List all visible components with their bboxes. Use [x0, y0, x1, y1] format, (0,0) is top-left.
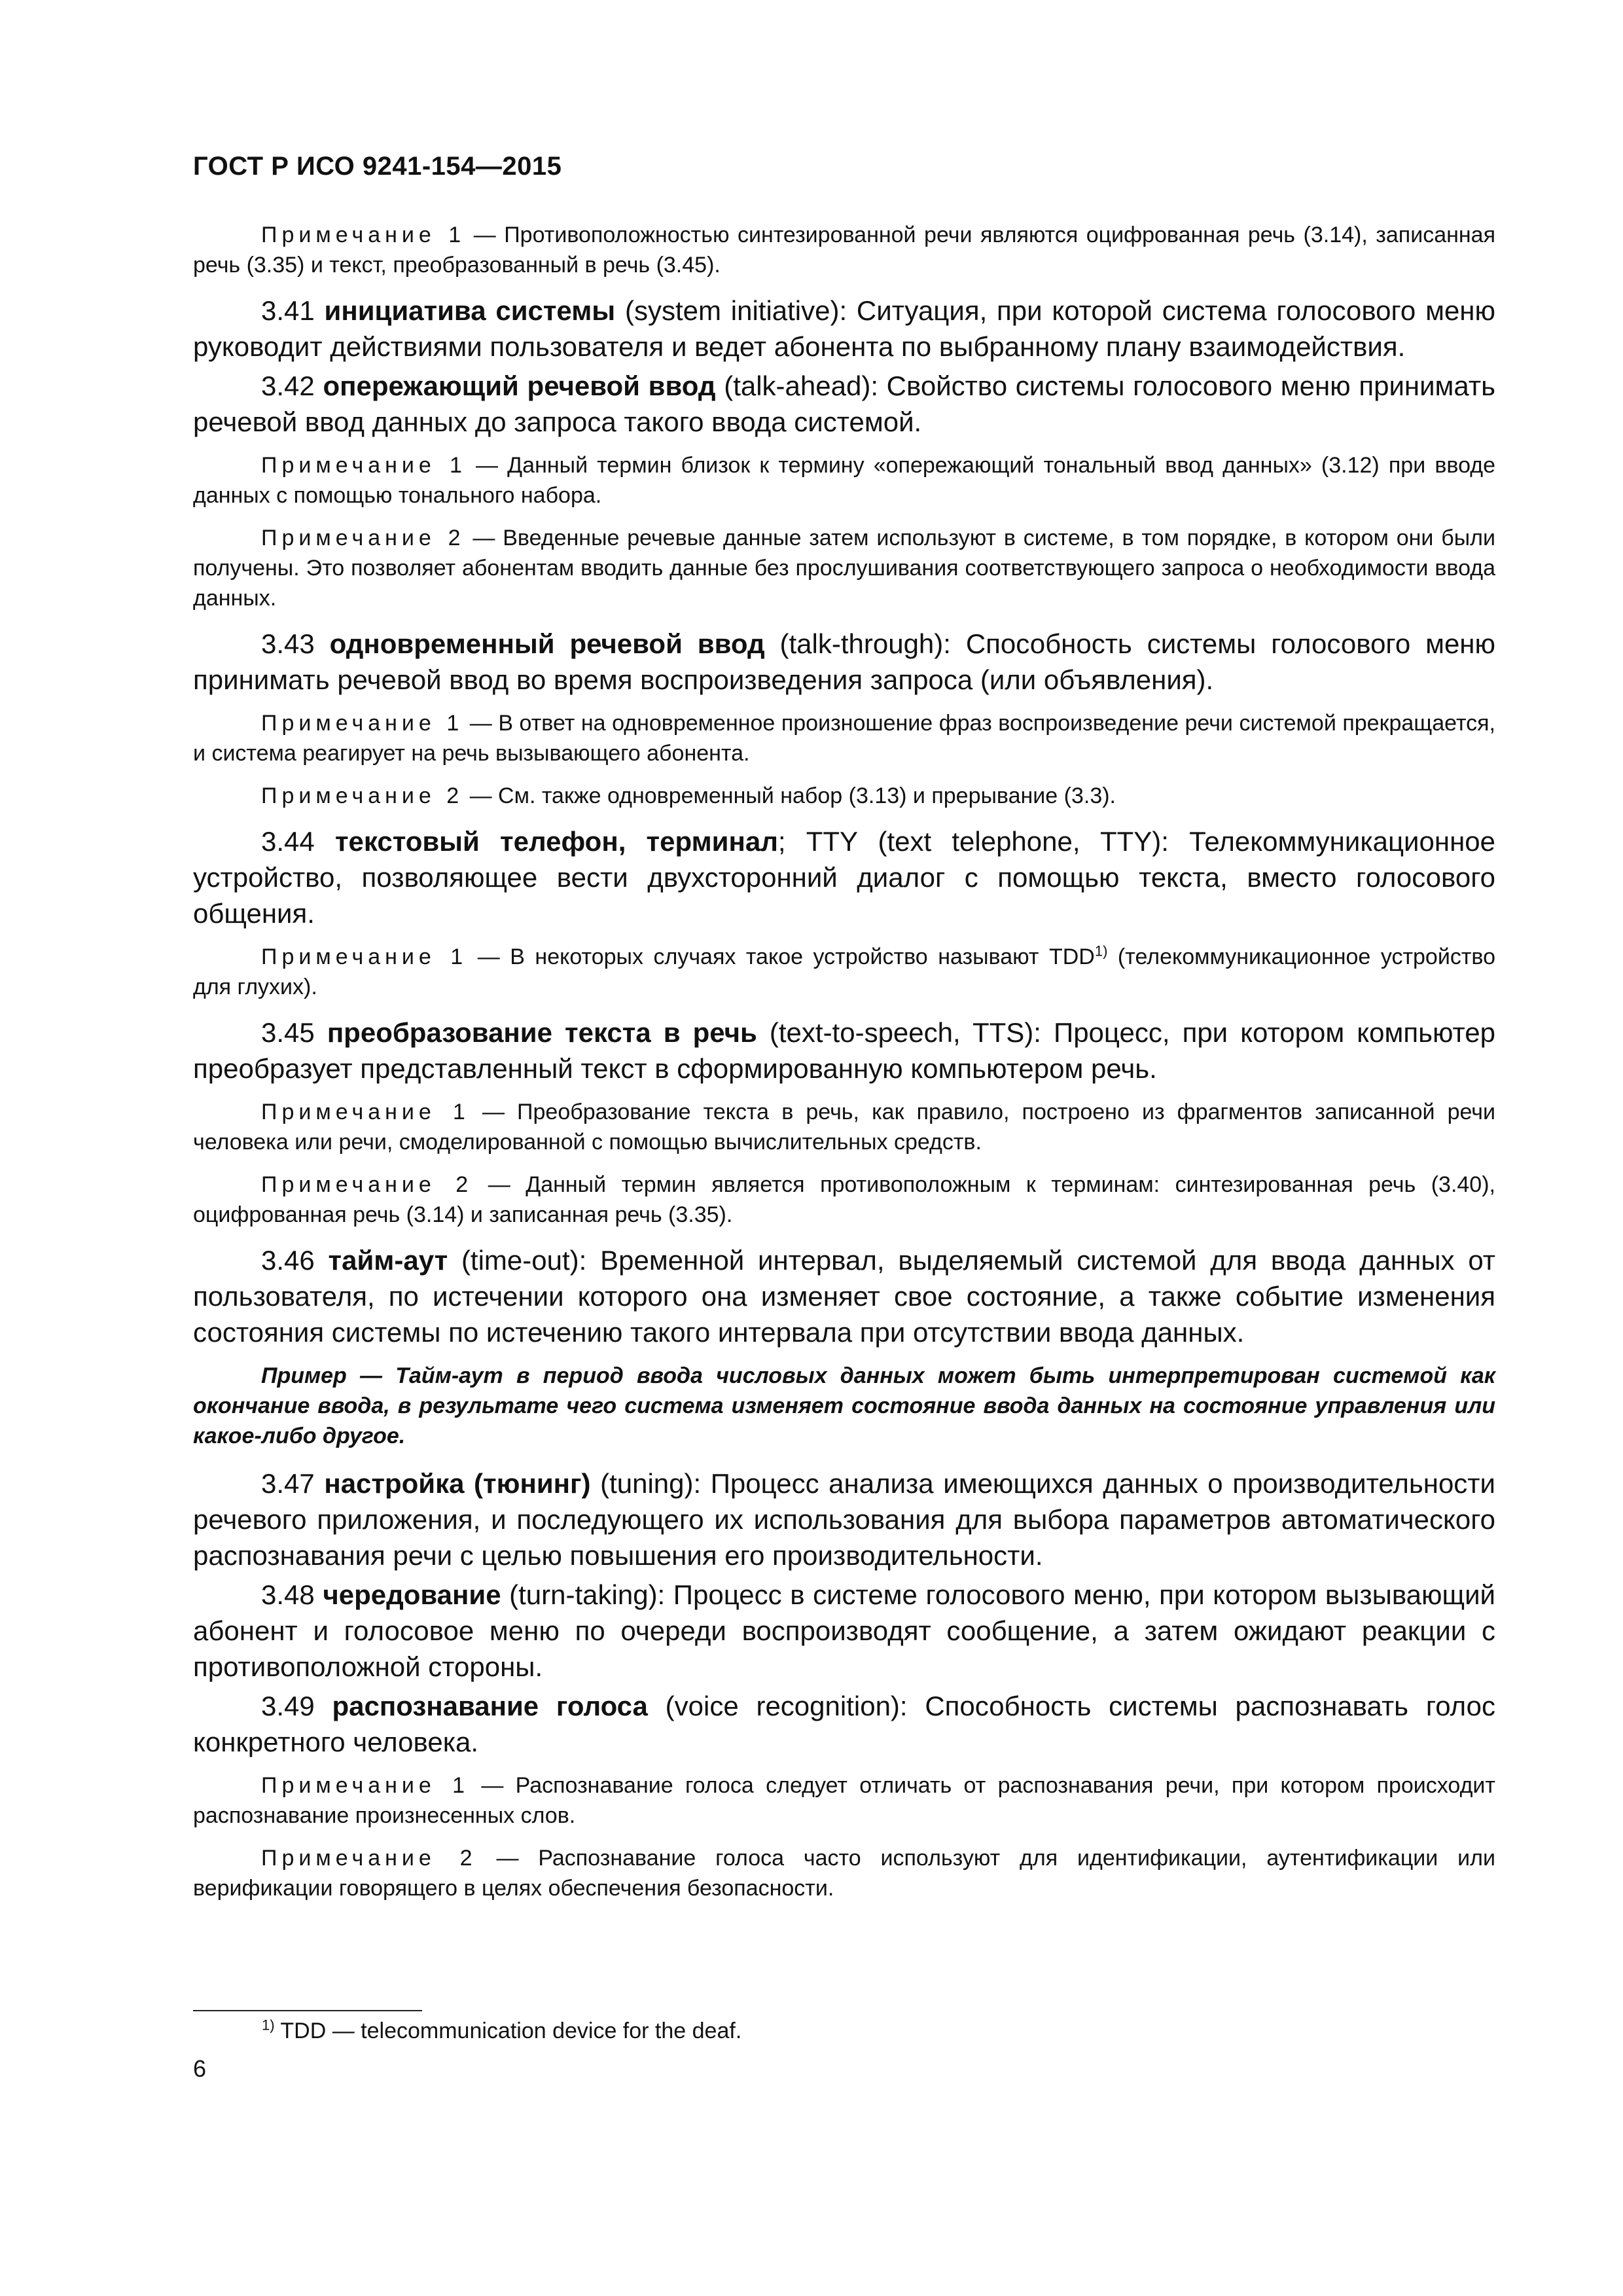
entry-definition: (talk-ahead): Свойство системы голосового меню принимать речевой ввод данных до запроса такого ввода системой. — [193, 370, 1495, 437]
entry-number: 3.41 — [261, 295, 325, 326]
page-number: 6 — [193, 2055, 207, 2082]
note-3-42-2 — [193, 523, 1495, 613]
note-label: Примечание 1 — [261, 453, 467, 478]
entry-term: настройка (тюнинг) — [324, 1468, 591, 1499]
note-3-49-2 — [193, 1843, 1495, 1903]
note-text: — Данный термин близок к термину «опережающий тональный ввод данных» (3.12) при вводе данных с помощью тонального набора. — [193, 453, 1496, 508]
note-text: — В некоторых случаях такое устройство называют TDD — [467, 944, 1095, 969]
entry-number: 3.48 — [261, 1579, 323, 1610]
entry-term: опережающий речевой ввод — [323, 370, 716, 401]
note-3-43-2 — [193, 781, 1495, 811]
note-text: — Распознавание голоса часто используют для идентификации, аутентификации или верификации говорящего в целях обеспечения безопасности. — [193, 1846, 1495, 1901]
entry-3-46 — [193, 1242, 1495, 1350]
note-3-45-1 — [193, 1097, 1495, 1157]
note-text: — См. также одновременный набор (3.13) и прерывание (3.3). — [463, 783, 1116, 808]
note-3-40-1 — [193, 220, 1495, 280]
entry-term: чередование — [323, 1579, 501, 1610]
footnote-text: TDD — telecommunication device for the deaf. — [274, 2018, 742, 2043]
entry-3-48 — [193, 1577, 1495, 1685]
footnote-separator — [193, 2010, 422, 2011]
entry-number: 3.47 — [261, 1468, 325, 1499]
example-3-46: Пример — Тайм-аут в период ввода числовых данных может быть интерпретирован системой как окончание ввода, в результате чего система изменяет состояние ввода данных на состояние управления или какое-либо другое. — [193, 1363, 1495, 1448]
note-label: Примечание 1 — [261, 711, 464, 736]
entry-definition: (time-out): Временной интервал, выделяемый системой для ввода данных от пользователя, по истечении которого она изменяет свое состояние, а также событие изменения состояния системы по истечению такого интервала при отсутствии ввода данных. — [193, 1245, 1495, 1348]
note-3-45-2 — [193, 1170, 1495, 1230]
note-text: — Данный термин является противоположным к терминам: синтезированная речь (3.40), оцифрованная речь (3.14) и записанная речь (3.35). — [193, 1172, 1495, 1227]
entry-term: преобразование текста в речь — [327, 1017, 757, 1048]
note-label: Примечание 1 — [261, 1773, 470, 1798]
note-text: — В ответ на одновременное произношение фраз воспроизведение речи системой прекращается, и система реагирует на речь вызывающего абонента. — [193, 711, 1495, 766]
note-3-44-1 — [193, 942, 1495, 1002]
entry-definition: (turn-taking): Процесс в системе голосового меню, при котором вызывающий абонент и голосовое меню по очереди воспроизводят сообщение, а затем ожидают реакции с противоположной стороны. — [193, 1579, 1495, 1682]
note-text-continued: (телекоммуникационное устройство для глухих). — [193, 944, 1495, 999]
note-label: Примечание 2 — [261, 1846, 477, 1871]
entry-3-44 — [193, 823, 1495, 931]
entry-3-43 — [193, 626, 1495, 698]
entry-term: текстовый телефон, терминал — [334, 826, 778, 857]
note-text: — Противоположностью синтезированной речи являются оцифрованная речь (3.14), записанная речь (3.35) и текст, преобразованный в речь (3.45). — [193, 223, 1495, 278]
entry-number: 3.42 — [261, 370, 323, 401]
entry-number: 3.45 — [261, 1017, 327, 1048]
entry-3-42 — [193, 368, 1495, 440]
entry-definition: (voice recognition): Способность системы распознавать голос конкретного человека. — [193, 1691, 1495, 1757]
entry-definition: (talk-through): Способность системы голосового меню принимать речевой ввод во время воспроизведения запроса (или объявления). — [193, 628, 1495, 695]
footnote-mark: 1) — [262, 2017, 275, 2034]
document-body — [193, 220, 1495, 1916]
note-text: — Введенные речевые данные затем используют в системе, в том порядке, в котором они были получены. Это позволяет абонентам вводить данные без прослушивания соответствующего запроса о необходимости ввода данных. — [193, 526, 1496, 611]
entry-3-41 — [193, 293, 1495, 365]
entry-term: распознавание голоса — [332, 1691, 648, 1721]
entry-term: тайм-аут — [328, 1245, 448, 1276]
entry-3-47 — [193, 1465, 1495, 1573]
entry-number: 3.49 — [261, 1691, 332, 1721]
note-text: — Преобразование текста в речь, как правило, построено из фрагментов записанной речи человека или речи, смоделированной с помощью вычислительных средств. — [193, 1100, 1495, 1155]
note-label: Примечание 2 — [261, 1172, 473, 1197]
entry-definition: (tuning): Процесс анализа имеющихся данных о производительности речевого приложения, и последующего их использования для выбора параметров автоматического распознавания речи с целью повышения его производительности. — [193, 1468, 1496, 1571]
entry-number: 3.44 — [261, 826, 335, 857]
entry-term: инициатива системы — [324, 295, 616, 326]
entry-3-49 — [193, 1688, 1495, 1760]
note-3-43-1 — [193, 708, 1495, 768]
note-label: Примечание 1 — [261, 944, 468, 969]
entry-3-45 — [193, 1014, 1495, 1086]
entry-number: 3.46 — [261, 1245, 329, 1276]
entry-definition: (system initiative): Ситуация, при которой система голосового меню руководит действиями пользователя и ведет абонента по выбранному плану взаимодействия. — [193, 295, 1495, 362]
footnote — [262, 2016, 741, 2046]
note-3-42-1 — [193, 450, 1495, 511]
entry-number: 3.43 — [261, 628, 330, 659]
standard-header: ГОСТ Р ИСО 9241-154—2015 — [193, 152, 562, 181]
footnote-reference[interactable]: 1) — [1094, 942, 1108, 960]
entry-term: одновременный речевой ввод — [329, 628, 765, 659]
note-label: Примечание 2 — [261, 526, 465, 550]
note-text: — Распознавание голоса следует отличать от распознавания речи, при котором происходит распознавание произнесенных слов. — [193, 1773, 1495, 1828]
note-label: Примечание 1 — [261, 223, 466, 247]
note-label: Примечание 2 — [261, 783, 464, 808]
note-label: Примечание 1 — [261, 1100, 470, 1124]
entry-definition: ; TTY (text telephone, TTY): Телекоммуникационное устройство, позволяющее вести двухсторонний диалог с помощью текста, вместо голосового общения. — [193, 826, 1495, 929]
entry-definition: (text-to-speech, TTS): Процесс, при котором компьютер преобразует представленный текст в сформированную компьютером речь. — [193, 1017, 1496, 1084]
note-3-49-1 — [193, 1770, 1495, 1831]
